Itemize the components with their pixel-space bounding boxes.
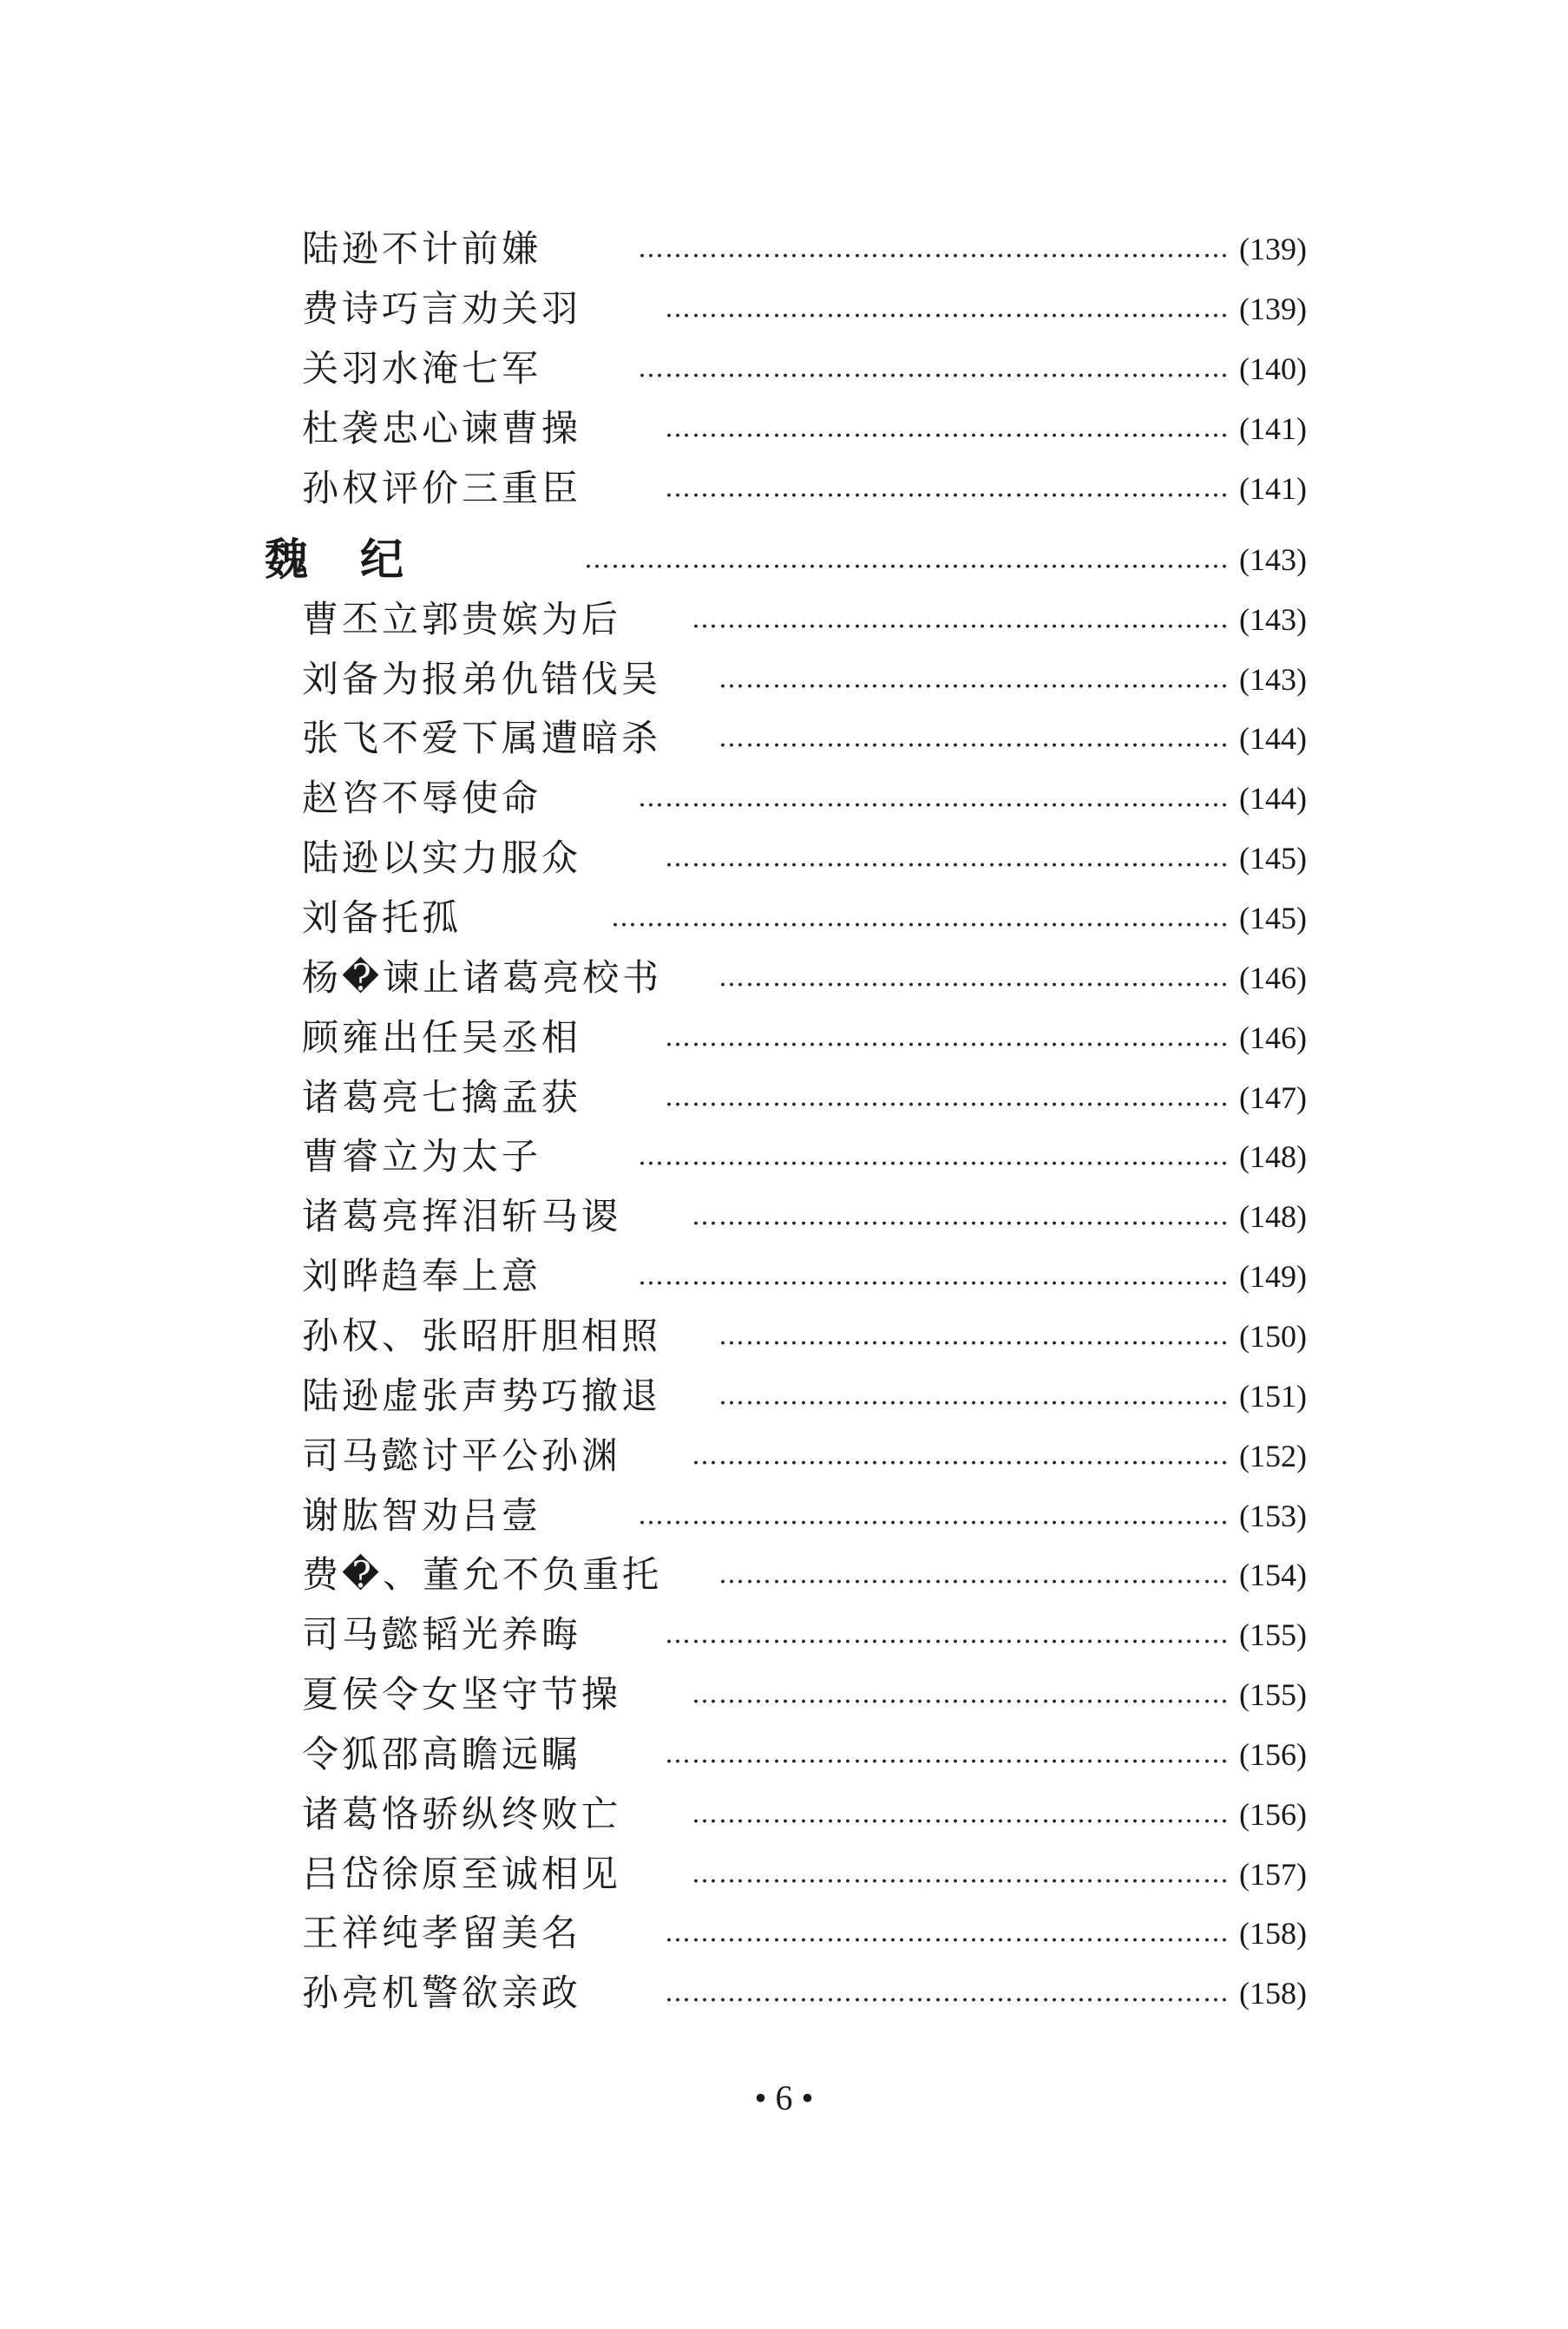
dot-leader: ………………………………………………… [718,1559,1230,1590]
toc-entry [0,951,1568,1005]
dot-leader: ……………………………………………………… [665,413,1230,443]
toc-entry [0,282,1568,336]
dot-leader: ……………………………………………………… [665,1082,1230,1112]
dot-leader: ………………………………………………… [718,962,1230,993]
dot-leader: …………………………………………………………… [611,902,1230,933]
toc-entry [0,1190,1568,1243]
toc-entry [0,712,1568,765]
dot-leader: ………………………………………………………… [638,1500,1230,1531]
toc-entry-title: 费�、董允不负重托 [302,1553,663,1596]
toc-entry-title: 曹睿立为太子 [302,1135,542,1178]
toc-entry-page: (141) [1239,411,1307,446]
toc-entry-page: (139) [1239,292,1307,326]
toc-entry-title: 孙亮机警欲亲政 [302,1971,582,2014]
toc-entry [0,1906,1568,1960]
toc-entry [0,771,1568,825]
toc-entry-page: (139) [1239,232,1307,266]
toc-entry-title: 曹丕立郭贵嫔为后 [302,598,622,640]
toc-entry-title: 孙权评价三重臣 [302,467,582,509]
toc-entry-title: 杨�谏止诸葛亮校书 [302,956,663,999]
toc-entry-page: (155) [1239,1677,1307,1712]
page-number: • 6 • [754,2078,814,2117]
toc-entry-page: (145) [1239,901,1307,935]
toc-entry-title: 孙权、张昭肝胆相照 [302,1315,662,1357]
dot-leader: ……………………………………………………… [665,1022,1230,1053]
dot-leader: …………………………………………………… [692,1799,1230,1829]
toc-entry-title: 杜袭忠心谏曹操 [302,407,582,449]
dot-leader: …………………………………………………… [692,1201,1230,1231]
toc-entry-page: (148) [1239,1199,1307,1234]
dot-leader: ………………………………………………………… [638,783,1230,813]
dot-leader: ……………………………………………………… [665,1918,1230,1948]
toc-entry-title: 刘备为报弟仇错伐吴 [302,658,662,700]
toc-entry-title: 陆逊虚张声势巧撤退 [302,1374,662,1417]
toc-entry-page: (152) [1239,1439,1307,1473]
toc-entry-page: (145) [1239,841,1307,876]
toc-entry-title: 吕岱徐原至诚相见 [302,1853,622,1895]
dot-leader: …………………………………………………… [692,1859,1230,1889]
dot-leader: ………………………………………………… [718,1381,1230,1411]
toc-entry-title: 诸葛亮七擒孟获 [302,1076,582,1119]
dot-leader: …………………………………………………… [692,604,1230,634]
toc-entry-title: 顾雍出任吴丞相 [302,1016,582,1059]
toc-entry [0,1489,1568,1543]
toc-entry-title: 司马懿讨平公孙渊 [302,1434,622,1477]
toc-entry-title: 陆逊不计前嫌 [302,227,542,270]
toc-entry-page: (143) [1239,662,1307,697]
dot-leader: ………………………………………………………… [638,1141,1230,1171]
toc-entry [0,1250,1568,1303]
dot-leader: ……………………………………………………… [665,293,1230,324]
section-title [265,533,403,587]
toc-entry-title: 令狐邵高瞻远瞩 [302,1733,582,1775]
toc-entry-title: 刘备托孤 [302,896,463,939]
toc-entry [0,1130,1568,1184]
toc-entry [0,831,1568,885]
toc-entry-page: (144) [1239,721,1307,756]
toc-entry [0,1548,1568,1602]
toc-entry [0,1309,1568,1363]
section-page: (143) [1239,542,1307,577]
toc-entry [0,891,1568,945]
toc-entry-page: (149) [1239,1259,1307,1294]
dot-leader: ………………………………………………………… [638,233,1230,264]
toc-entry-page: (147) [1239,1080,1307,1115]
dot-leader: ……………………………………………………………… [584,544,1230,574]
toc-entry-page: (151) [1239,1379,1307,1414]
toc-entry-page: (154) [1239,1558,1307,1592]
toc-entry-page: (153) [1239,1499,1307,1533]
toc-entry-page: (146) [1239,1020,1307,1055]
toc-entry [0,462,1568,515]
toc-entry [0,1429,1568,1483]
toc-entry [0,1847,1568,1901]
toc-entry-page: (143) [1239,602,1307,637]
toc-entry-page: (155) [1239,1617,1307,1652]
toc-entry [0,222,1568,276]
toc-entry-page: (158) [1239,1976,1307,2011]
dot-leader: ……………………………………………………… [665,843,1230,873]
toc-entry [0,402,1568,456]
toc-entry [0,1728,1568,1781]
toc-entry [0,1966,1568,2020]
toc-entry-title: 张飞不爱下属遭暗杀 [302,717,662,759]
toc-entry [0,1011,1568,1065]
toc-entry-title: 诸葛恪骄纵终败亡 [302,1793,622,1835]
toc-entry [0,1668,1568,1722]
toc-entry-page: (150) [1239,1319,1307,1354]
toc-entry-title: 赵咨不辱使命 [302,777,542,819]
toc-entry-title: 王祥纯孝留美名 [302,1912,582,1954]
dot-leader: …………………………………………………… [692,1679,1230,1709]
dot-leader: …………………………………………………… [692,1440,1230,1471]
toc-entry-title: 关羽水淹七军 [302,347,542,390]
toc-entry-page: (157) [1239,1857,1307,1892]
dot-leader: ………………………………………………………… [638,353,1230,384]
toc-entry-page: (144) [1239,781,1307,816]
toc-entry-title: 谢肱智劝吕壹 [302,1494,542,1537]
toc-entry-title: 陆逊以实力服众 [302,836,582,879]
toc-entry-title: 诸葛亮挥泪斩马谡 [302,1195,622,1237]
toc-entry [0,1608,1568,1662]
dot-leader: ……………………………………………………… [665,1978,1230,2008]
dot-leader: ………………………………………………… [718,1321,1230,1351]
dot-leader: ………………………………………………… [718,664,1230,694]
toc-entry [0,1071,1568,1125]
toc-entry [0,342,1568,396]
toc-entry-page: (158) [1239,1916,1307,1951]
toc-entry-page: (140) [1239,351,1307,386]
dot-leader: ……………………………………………………… [665,1739,1230,1769]
toc-entry-page: (156) [1239,1737,1307,1772]
toc-entry-page: (156) [1239,1797,1307,1832]
section-title-char: 魏 [265,534,308,585]
dot-leader: ………………………………………………… [718,723,1230,753]
toc-entry [0,653,1568,706]
toc-entry [0,1788,1568,1841]
toc-entry-title: 夏侯令女坚守节操 [302,1673,622,1716]
toc-entry-page: (148) [1239,1139,1307,1174]
dot-leader: ……………………………………………………… [665,1619,1230,1650]
section-title-char: 纪 [360,534,403,585]
toc-entry-title: 费诗巧言劝关羽 [302,287,582,330]
toc-entry-title: 刘晔趋奉上意 [302,1255,542,1297]
toc-entry [0,1369,1568,1423]
dot-leader: ……………………………………………………… [665,473,1230,503]
toc-entry [0,593,1568,646]
toc-entry-title: 司马懿韬光养晦 [302,1613,582,1656]
dot-leader: ………………………………………………………… [638,1261,1230,1291]
section-heading [0,533,1568,587]
toc-entry-page: (146) [1239,961,1307,995]
toc-entry-page: (141) [1239,471,1307,506]
